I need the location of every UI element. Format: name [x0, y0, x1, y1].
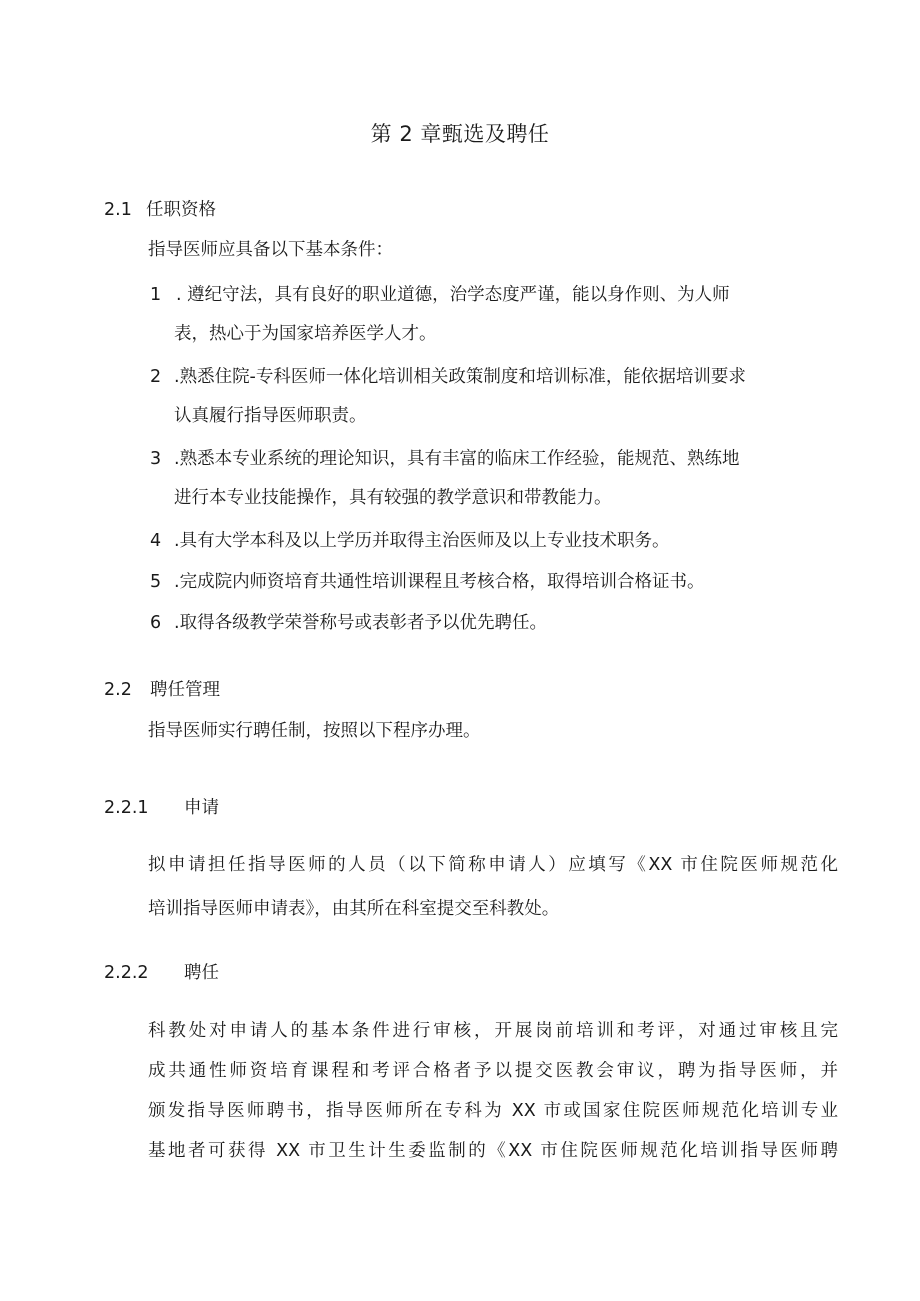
list-item-text: .熟悉本专业系统的理论知识，具有丰富的临床工作经验，能规范、熟练地 [174, 449, 740, 469]
list-item-4 [150, 529, 670, 553]
section-2-1-intro: 指导医师应具备以下基本条件： [148, 240, 393, 260]
list-item-continuation: 认真履行指导医师职责。 [174, 406, 367, 426]
list-item-5 [150, 570, 705, 594]
list-item-number: 3 [150, 449, 162, 469]
paragraph-line: 科教处对申请人的基本条件进行审核，开展岗前培训和考评，对通过审核且完 [148, 1021, 838, 1041]
list-item-number: 1 [150, 285, 162, 305]
list-item-continuation: 进行本专业技能操作，具有较强的教学意识和带教能力。 [174, 488, 612, 508]
section-title: 任职资格 [146, 200, 216, 220]
section-2-2-2-heading [104, 961, 219, 985]
list-item-6 [150, 611, 547, 635]
list-item-3 [150, 447, 740, 471]
list-item-continuation: 表，热心于为国家培养医学人才。 [174, 324, 437, 344]
section-2-1-heading [104, 198, 216, 222]
section-number: 2.2.2 [104, 963, 149, 983]
list-item-2 [150, 365, 746, 389]
paragraph-line: 拟申请担任指导医师的人员（以下简称申请人）应填写《XX 市住院医师规范化 [148, 855, 838, 875]
list-item-text: . 遵纪守法，具有良好的职业道德，治学态度严谨，能以身作则、为人师 [176, 285, 730, 305]
section-2-2-intro: 指导医师实行聘任制，按照以下程序办理。 [148, 721, 481, 741]
paragraph-line: 颁发指导医师聘书，指导医师所在专科为 XX 市或国家住院医师规范化培训专业 [148, 1101, 838, 1121]
chapter-title: 第 2 章甄选及聘任 [370, 122, 550, 146]
section-2-2-1-heading [104, 796, 219, 820]
section-number: 2.1 [104, 200, 132, 220]
list-item-text: .取得各级教学荣誉称号或表彰者予以优先聘任。 [174, 613, 548, 633]
section-title: 申请 [184, 798, 219, 818]
list-item-number: 2 [150, 367, 162, 387]
section-number: 2.2.1 [104, 798, 149, 818]
section-title: 聘任管理 [150, 680, 220, 700]
section-title: 聘任 [184, 963, 219, 983]
section-number: 2.2 [104, 680, 132, 700]
list-item-text: .完成院内师资培育共通性培训课程且考核合格，取得培训合格证书。 [174, 572, 705, 592]
paragraph-line: 基地者可获得 XX 市卫生计生委监制的《XX 市住院医师规范化培训指导医师聘 [148, 1141, 838, 1161]
list-item-number: 5 [150, 572, 162, 592]
paragraph-line: 成共通性师资培育课程和考评合格者予以提交医教会审议，聘为指导医师，并 [148, 1061, 838, 1081]
section-2-2-heading [104, 678, 220, 702]
paragraph-line: 培训指导医师申请表》，由其所在科室提交至科教处。 [148, 899, 560, 919]
list-item-1 [150, 283, 730, 307]
list-item-text: .熟悉住院-专科医师一体化培训相关政策制度和培训标准，能依据培训要求 [174, 367, 746, 387]
list-item-text: .具有大学本科及以上学历并取得主治医师及以上专业技术职务。 [174, 531, 670, 551]
list-item-number: 6 [150, 613, 162, 633]
list-item-number: 4 [150, 531, 162, 551]
